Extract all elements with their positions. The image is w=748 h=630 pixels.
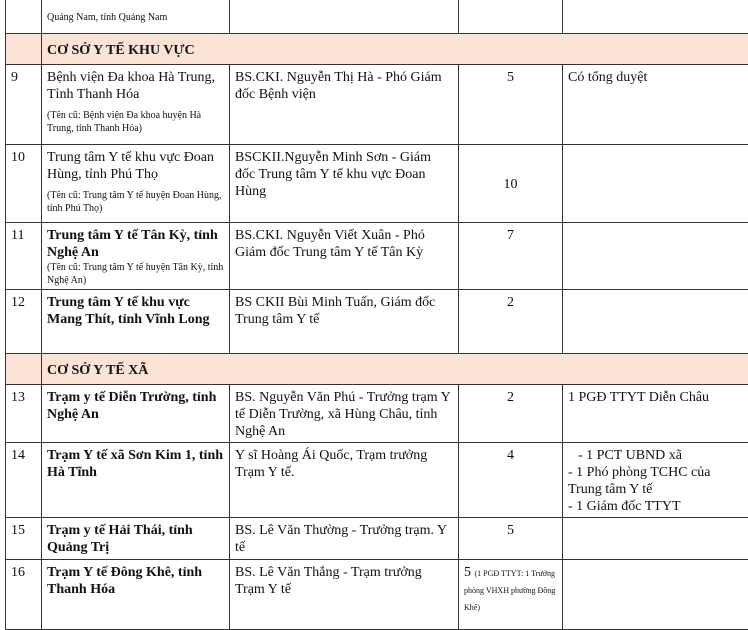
cell-person: BS. Lê Văn Thường - Trưởng trạm. Y tế <box>230 518 459 560</box>
cell-note: Có tổng duyệt <box>563 65 748 145</box>
cell-name: Trung tâm Y tế khu vực Đoan Hùng, tỉnh Phú Thọ <box>47 150 214 182</box>
cell-name: Trạm Y tế xã Sơn Kim 1, tỉnh Hà Tĩnh <box>42 443 230 518</box>
note-line: - 1 Phó phòng TCHC của Trung tâm Y tế <box>568 464 743 498</box>
table-row <box>6 443 748 518</box>
cell-person: BS.CKI. Nguyễn Thị Hà - Phó Giám đốc Bệnh viện <box>230 65 459 145</box>
section-header <box>6 34 748 65</box>
cell-count: 5 <box>459 65 563 145</box>
table-row <box>6 518 748 560</box>
cell-count: 2 <box>459 290 563 354</box>
cell-name: Trạm Y tế Đông Khê, tỉnh Thanh Hóa <box>42 560 230 630</box>
cell-count: 10 <box>459 145 563 223</box>
cell-stt: 11 <box>6 223 42 290</box>
table-row <box>6 0 748 34</box>
cell-count: 7 <box>459 223 563 290</box>
cell-note <box>563 518 748 560</box>
cell-count: 4 <box>459 443 563 518</box>
cell-old-name: Quảng Nam, tỉnh Quảng Nam <box>47 11 224 24</box>
cell-stt: 9 <box>6 65 42 145</box>
cell-note <box>563 443 748 518</box>
section-title: CƠ SỞ Y TẾ XÃ <box>42 354 748 385</box>
cell-name: Bệnh viện Đa khoa Hà Trung, Tỉnh Thanh Hóa <box>47 70 215 102</box>
cell-old-name: (Tên cũ: Bệnh viện Đa khoa huyện Hà Trung, tỉnh Thanh Hóa) <box>47 109 224 135</box>
section-title: CƠ SỞ Y TẾ KHU VỰC <box>42 34 748 65</box>
section-header <box>6 354 748 385</box>
cell-count-note: (1 PGĐ TTYT: 1 Trưởng phòng VHXH phường Đông Khê) <box>464 569 555 612</box>
cell-old-name: (Tên cũ: Trung tâm Y tế huyện Đoan Hùng, tỉnh Phú Thọ) <box>47 189 224 215</box>
cell-count: 5 <box>459 518 563 560</box>
cell-name: Trạm y tế Hải Thái, tỉnh Quảng Trị <box>42 518 230 560</box>
table-row <box>6 385 748 443</box>
cell-stt: 13 <box>6 385 42 443</box>
cell-name: Trung tâm Y tế khu vực Mang Thít, tỉnh Vĩnh Long <box>42 290 230 354</box>
cell-count: 2 <box>459 385 563 443</box>
cell-note <box>563 290 748 354</box>
cell-person: BS. Nguyễn Văn Phú - Trưởng trạm Y tế Diễn Trường, xã Hùng Châu, tỉnh Nghệ An <box>230 385 459 443</box>
cell-note <box>563 145 748 223</box>
cell-stt: 16 <box>6 560 42 630</box>
cell-person: BS.CKI. Nguyễn Viết Xuân - Phó Giám đốc Trung tâm Y tế Tân Kỳ <box>230 223 459 290</box>
table-row <box>6 290 748 354</box>
table-row <box>6 145 748 223</box>
table-row <box>6 65 748 145</box>
cell-old-name: (Tên cũ: Trung tâm Y tế huyện Tân Kỳ, tỉnh Nghệ An) <box>47 261 224 287</box>
cell-person: Y sĩ Hoàng Ái Quốc, Trạm trưởng Trạm Y tế. <box>230 443 459 518</box>
cell-name: Trạm y tế Diễn Trường, tỉnh Nghệ An <box>42 385 230 443</box>
cell-person: BSCKII.Nguyễn Minh Sơn - Giám đốc Trung tâm Y tế khu vực Đoan Hùng <box>230 145 459 223</box>
cell-stt: 10 <box>6 145 42 223</box>
table-row <box>6 560 748 630</box>
cell-stt: 14 <box>6 443 42 518</box>
note-line: - 1 Giám đốc TTYT <box>568 498 743 515</box>
participants-table <box>5 0 748 630</box>
cell-stt: 15 <box>6 518 42 560</box>
cell-note <box>563 560 748 630</box>
cell-person: BS. Lê Văn Thắng - Trạm trưởng Trạm Y tế <box>230 560 459 630</box>
note-line: - 1 PCT UBND xã <box>578 447 743 464</box>
cell-name: Trung tâm Y tế Tân Kỳ, tỉnh Nghệ An <box>47 228 218 260</box>
cell-count: 5 <box>464 565 471 580</box>
cell-person: BS CKII Bùi Minh Tuấn, Giám đốc Trung tâm Y tế <box>230 290 459 354</box>
cell-note <box>563 223 748 290</box>
cell-stt: 12 <box>6 290 42 354</box>
cell-note: 1 PGĐ TTYT Diễn Châu <box>563 385 748 443</box>
table-row <box>6 223 748 290</box>
